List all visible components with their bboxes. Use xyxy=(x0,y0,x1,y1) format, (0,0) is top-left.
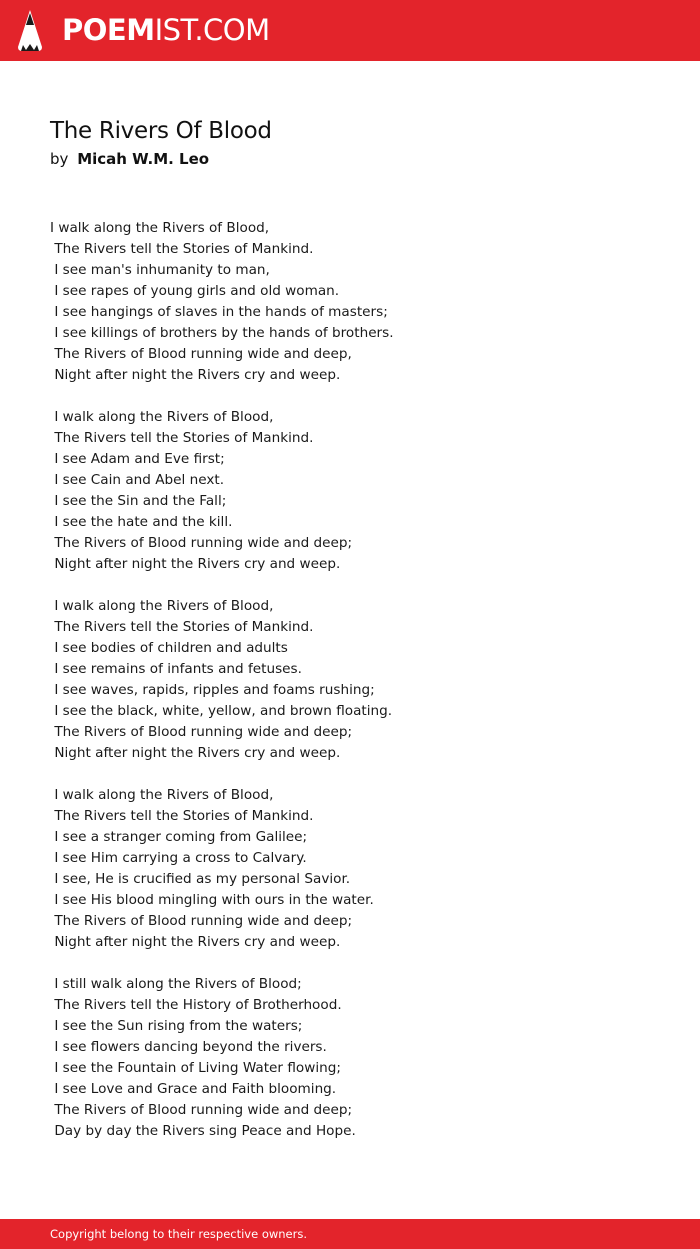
poem-line: Night after night the Rivers cry and weep. xyxy=(50,556,341,572)
poem-line: I walk along the Rivers of Blood, xyxy=(50,787,274,803)
byline xyxy=(50,149,209,169)
pencil-tip-icon[interactable] xyxy=(17,9,43,52)
poem-line: I see the Sin and the Fall; xyxy=(50,493,227,509)
poem-line: I see hangings of slaves in the hands of masters; xyxy=(50,304,388,320)
poem-line: I see His blood mingling with ours in the water. xyxy=(50,892,374,908)
poem-line: I see Him carrying a cross to Calvary. xyxy=(50,850,307,866)
logo-text-bold: POEM xyxy=(62,13,155,47)
poem-line: I see the hate and the kill. xyxy=(50,514,233,530)
poem-line: The Rivers tell the Stories of Mankind. xyxy=(50,430,314,446)
poem-line: I see the black, white, yellow, and brown floating. xyxy=(50,703,393,719)
poem-line: Night after night the Rivers cry and weep. xyxy=(50,934,341,950)
poem-line: I see a stranger coming from Galilee; xyxy=(50,829,308,845)
poem-line: I see the Sun rising from the waters; xyxy=(50,1018,303,1034)
poem-line: The Rivers of Blood running wide and deep, xyxy=(50,346,352,362)
poem-line: I still walk along the Rivers of Blood; xyxy=(50,976,302,992)
poem-line: Day by day the Rivers sing Peace and Hope. xyxy=(50,1123,356,1139)
poem-line: I walk along the Rivers of Blood, xyxy=(50,409,274,425)
poem-line: I see flowers dancing beyond the rivers. xyxy=(50,1039,327,1055)
poem-line: I see, He is crucified as my personal Savior. xyxy=(50,871,351,887)
stanza xyxy=(50,785,650,953)
poem-line: I see killings of brothers by the hands of brothers. xyxy=(50,325,394,341)
author-name: Micah W.M. Leo xyxy=(77,150,210,168)
poem-line: I see man's inhumanity to man, xyxy=(50,262,270,278)
stanza xyxy=(50,407,650,575)
by-label: by xyxy=(50,150,69,168)
poem-line: The Rivers of Blood running wide and deep; xyxy=(50,535,353,551)
poem-line: I see Cain and Abel next. xyxy=(50,472,225,488)
poem-line: I see waves, rapids, ripples and foams rushing; xyxy=(50,682,375,698)
footer-bar xyxy=(0,1219,700,1249)
poem-line: I see Adam and Eve first; xyxy=(50,451,225,467)
poem-line: The Rivers of Blood running wide and deep; xyxy=(50,913,353,929)
poem-line: I see the Fountain of Living Water flowing; xyxy=(50,1060,341,1076)
stanza xyxy=(50,596,650,764)
copyright-notice: Copyright belong to their respective owners. xyxy=(50,1227,308,1241)
poem-line: Night after night the Rivers cry and weep. xyxy=(50,745,341,761)
poem-line: The Rivers tell the Stories of Mankind. xyxy=(50,808,314,824)
poem-title: The Rivers Of Blood xyxy=(50,118,272,144)
poem-line: I see remains of infants and fetuses. xyxy=(50,661,302,677)
poem-line: I walk along the Rivers of Blood, xyxy=(50,220,270,236)
poem-line: I walk along the Rivers of Blood, xyxy=(50,598,274,614)
poem-line: The Rivers of Blood running wide and deep; xyxy=(50,724,353,740)
poem-line: I see bodies of children and adults xyxy=(50,640,288,656)
site-logo-link[interactable] xyxy=(62,13,270,47)
poem-line: I see rapes of young girls and old woman. xyxy=(50,283,340,299)
top-bar xyxy=(0,0,700,61)
poem-line: The Rivers of Blood running wide and deep; xyxy=(50,1102,353,1118)
poem-line: The Rivers tell the History of Brotherhood. xyxy=(50,997,342,1013)
poem-line: The Rivers tell the Stories of Mankind. xyxy=(50,619,314,635)
logo-text-light: IST.COM xyxy=(154,13,270,47)
poem-body xyxy=(50,218,650,1163)
stanza xyxy=(50,974,650,1142)
poem-line: Night after night the Rivers cry and weep. xyxy=(50,367,341,383)
poem-line: I see Love and Grace and Faith blooming. xyxy=(50,1081,337,1097)
poem-line: The Rivers tell the Stories of Mankind. xyxy=(50,241,314,257)
stanza xyxy=(50,218,650,386)
